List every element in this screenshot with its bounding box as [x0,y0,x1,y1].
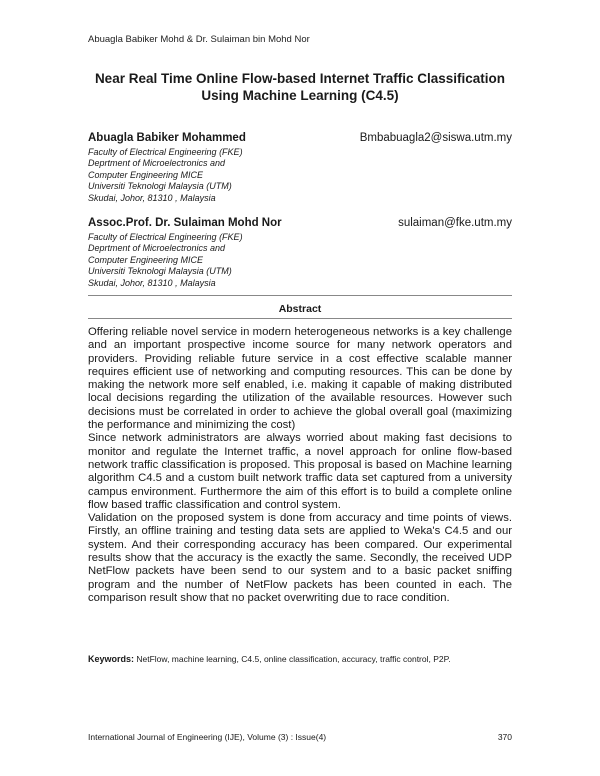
affiliation-line: Skudai, Johor, 81310 , Malaysia [88,277,216,288]
abstract-paragraph: Validation on the proposed system is done from accuracy and time points of views. Firstly, an offline training and testing data sets are applied to Weka's C4.5 and our system. And their corresponding accuracy has been compared. Our experimental results show that the accuracy is the exactly the same. Secondly, the received UDP NetFlow packets have been send to our system and to a basic packet sniffing program and the number of NetFlow packets has been counted in each. The comparison result show that no packet overwriting due to race condition. [88,512,512,604]
running-head: Abuagla Babiker Mohd & Dr. Sulaiman bin Mohd Nor [88,34,310,45]
author-block-2 [88,217,512,289]
abstract-heading: Abstract [278,303,322,315]
abstract-paragraph: Offering reliable novel service in modern heterogeneous networks is a key challenge and an important prospective income source for many network operators and providers. Providing reliable future service in a cost effective scalable manner requires efficient use of networking and computing resources. This can be done by making the network more self enabled, i.e. making it capable of making distributed local decisions regarding the utilization of the available resources. However such decisions must be correlated in order to achieve the global overall goal (maximizing the performance and minimizing the cost) [88,326,512,432]
affiliation-line: Deprtment of Microelectronics and [88,158,226,169]
keywords-label: Keywords: [88,654,135,664]
title-line-1: Near Real Time Online Flow-based Internet Traffic Classification [94,71,506,86]
keywords [88,654,512,664]
paper-title [60,70,540,104]
affiliation-line: Universiti Teknologi Malaysia (UTM) [88,266,232,277]
footer-journal: International Journal of Engineering (IJE), Volume (3) : Issue(4) [88,732,327,742]
author-email[interactable]: sulaiman@fke.utm.my [398,217,512,229]
affiliation-line: Computer Engineering MICE [88,169,204,180]
author-name: Assoc.Prof. Dr. Sulaiman Mohd Nor [88,217,282,229]
author-email[interactable]: Bmbabuagla2@siswa.utm.my [359,132,512,144]
title-line-2: Using Machine Learning (C4.5) [201,88,399,103]
affiliation-line: Faculty of Electrical Engineering (FKE) [88,147,243,157]
author-name: Abuagla Babiker Mohammed [88,132,246,144]
keywords-text: NetFlow, machine learning, C4.5, online classification, accuracy, traffic control, P2P. [134,654,451,664]
affiliation-line: Computer Engineering MICE [88,254,204,265]
affiliation-line: Faculty of Electrical Engineering (FKE) [88,232,243,242]
abstract-paragraph: Since network administrators are always worried about making fast decisions to monitor and regulate the Internet traffic, a novel approach for online flow-based network traffic classification is proposed. This proposal is based on Machine learning algorithm C4.5 and a custom built network traffic data set captured from a university campus environment. Furthermore the aim of this effort is to build a complete online flow based traffic classification and control system. [88,432,512,511]
abstract-body [88,326,512,605]
top-divider [88,295,512,296]
author-block-1 [88,132,512,204]
affiliation-line: Universiti Teknologi Malaysia (UTM) [88,181,232,192]
affiliation-line: Deprtment of Microelectronics and [88,243,226,254]
page-number: 370 [497,732,512,742]
abstract-divider [88,318,512,319]
affiliation-line: Skudai, Johor, 81310 , Malaysia [88,192,216,203]
